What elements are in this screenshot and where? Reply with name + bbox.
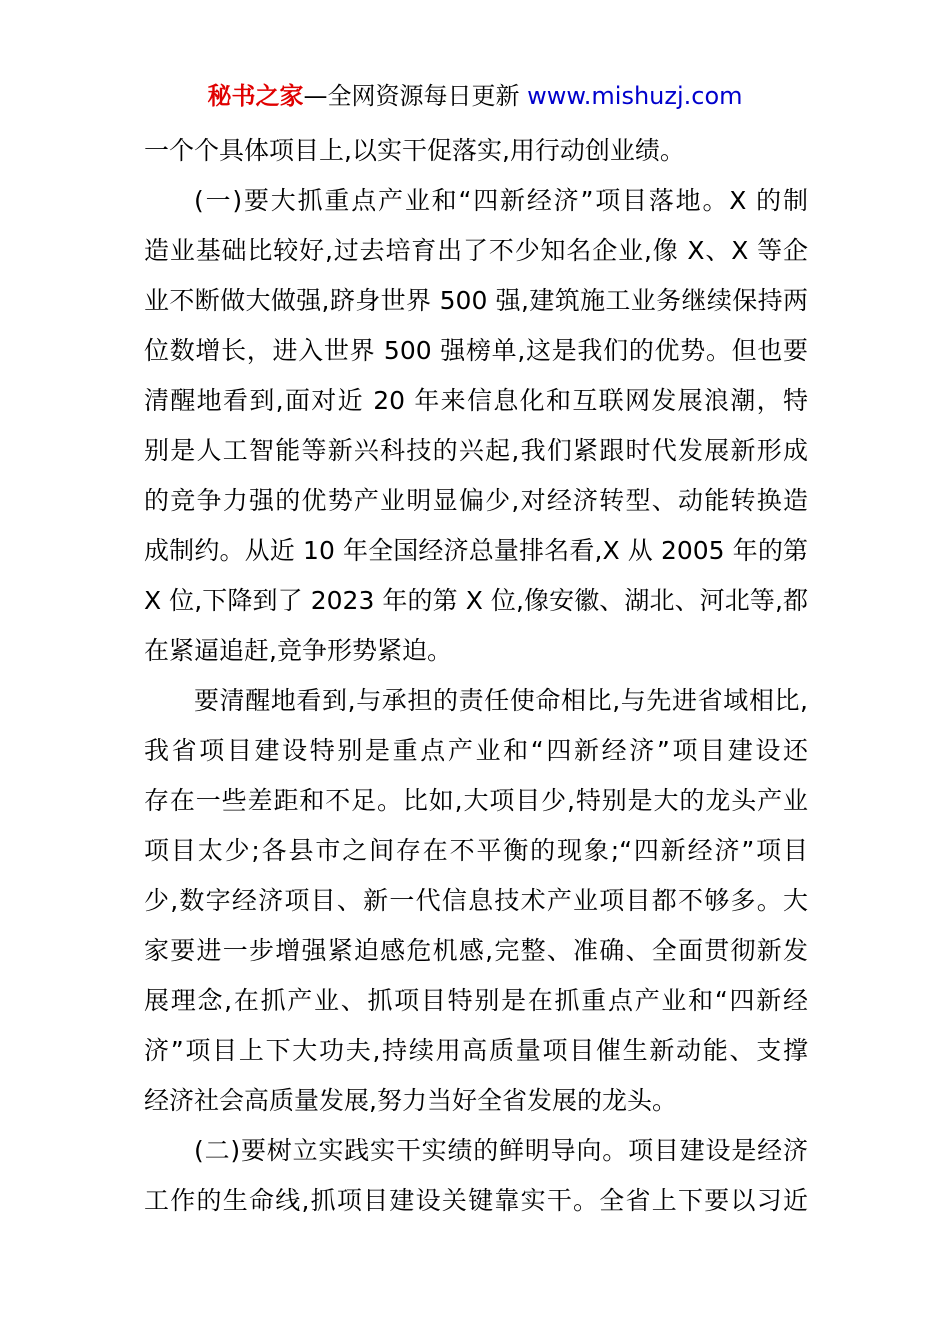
text-line: 位数增长，进入世界 500 强榜单,这是我们的优势。但也要 [144,336,808,365]
text-line: 家要进一步增强紧迫感危机感,完整、准确、全面贯彻新发 [144,936,808,965]
text-line: 展理念,在抓产业、抓项目特别是在抓重点产业和“四新经 [144,986,808,1015]
text-line: 在紧逼追赶,竞争形势紧迫。 [144,636,452,665]
text-line: 造业基础比较好,过去培育出了不少知名企业,像 X、X 等企 [144,236,808,265]
text-line: 要清醒地看到,与承担的责任使命相比,与先进省域相比, [194,686,808,715]
site-brand: 秘书之家 [207,82,304,110]
text-line: 别是人工智能等新兴科技的兴起,我们紧跟时代发展新形成 [144,436,808,465]
text-line: 的竞争力强的优势产业明显偏少,对经济转型、动能转换造 [144,486,808,515]
site-tagline: —全网资源每日更新 [303,82,528,110]
text-line: 清醒地看到,面对近 20 年来信息化和互联网发展浪潮，特 [144,386,808,415]
text-line: 业不断做大做强,跻身世界 500 强,建筑施工业务继续保持两 [144,286,808,315]
text-line: 一个个具体项目上,以实干促落实,用行动创业绩。 [144,136,685,165]
text-line: (二)要树立实践实干实绩的鲜明导向。项目建设是经济 [194,1136,808,1165]
text-line: 项目太少;各县市之间存在不平衡的现象;“四新经济”项目 [144,836,808,865]
site-url-link[interactable]: www.mishuzj.com [527,82,743,110]
text-line: 济”项目上下大功夫,持续用高质量项目催生新动能、支撑 [144,1036,808,1065]
text-line: 经济社会高质量发展,努力当好全省发展的龙头。 [144,1086,677,1115]
text-line: 工作的生命线,抓项目建设关键靠实干。全省上下要以习近 [144,1186,808,1215]
document-body [144,126,808,1226]
text-line: 成制约。从近 10 年全国经济总量排名看,X 从 2005 年的第 [144,536,808,565]
text-line: (一)要大抓重点产业和“四新经济”项目落地。X 的制 [194,186,808,215]
text-line: 我省项目建设特别是重点产业和“四新经济”项目建设还 [144,736,808,765]
text-line: X 位,下降到了 2023 年的第 X 位,像安徽、湖北、河北等,都 [144,586,808,615]
text-line: 少,数字经济项目、新一代信息技术产业项目都不够多。大 [144,886,808,915]
text-line: 存在一些差距和不足。比如,大项目少,特别是大的龙头产业 [144,786,808,815]
site-header [0,80,950,112]
